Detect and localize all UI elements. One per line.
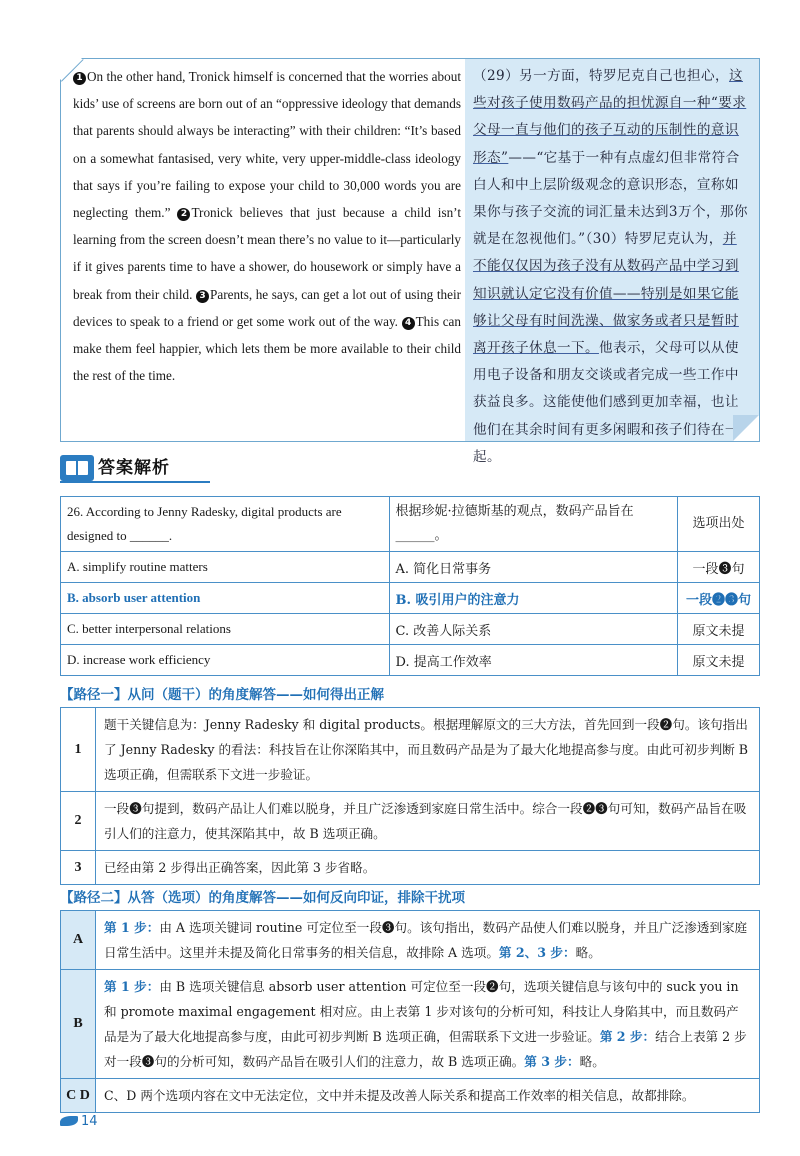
table-row: 3 已经由第 2 步得出正确答案，因此第 3 步省略。 [61, 851, 760, 885]
table-row: 26. According to Jenny Radesky, digital products are designed to ______. 根据珍妮·拉德斯基的观点，数码产品旨在______。 选项出处 [61, 497, 760, 552]
english-passage: 1 On the other hand, Tronick himself is concerned that the worries about kids’ use of screens are born out of an “oppressive ideology that demands that parents should always be interacting” with their children: “It’s based on a somewhat fantasised, very white, very upper-middle-class ideology that says if you’re failing to expose your child to 30,000 words you are neglecting them.” 2 Tronick believes that just because a child isn’t learning from the screen doesn’t mean there’s no value to it—particularly if it gives parents time to have a shower, do housework or simply have a break from their child. 3 Parents, he says, can get a lot out of using their devices to speak to a friend or get some work out of the way. 4 This can make them feel happier, which lets them be more available to their child the rest of the time. [73, 69, 462, 384]
table-row: D. increase work efficiency D. 提高工作效率 原文未提 [61, 645, 760, 676]
page-number: 14 [60, 1114, 98, 1129]
sentence-number-4: 4 [402, 317, 415, 330]
table-row-correct: B. absorb user attention B. 吸引用户的注意力 一段❷❸句 [61, 583, 760, 614]
path2-table [60, 910, 760, 1113]
answer-table [60, 496, 760, 676]
section-heading: 答案解析 [60, 455, 760, 483]
table-row: C. better interpersonal relations C. 改善人际关系 原文未提 [61, 614, 760, 645]
bird-icon [60, 1116, 78, 1126]
table-row: A. simplify routine matters A. 简化日常事务 一段❸句 [61, 552, 760, 583]
path1-table [60, 707, 760, 885]
table-row: A 第 1 步：由 A 选项关键词 routine 可定位至一段❸句。该句指出，数码产品使人们难以脱身，并且广泛渗透到家庭日常生活中。这里并未提及简化日常事务的相关信息，故排除 A 选项。第 2、3 步：略。 [61, 911, 760, 970]
page-curl [733, 415, 759, 441]
path2-title: 【路径二】从答（选项）的角度解答——如何反向印证，排除干扰项 [60, 890, 465, 906]
chinese-translation: （29）另一方面，特罗尼克自己也担心，这些对孩子使用数码产品的担忧源自一种“要求父母一直与他们的孩子互动的压制性的意识形态”——“它基于一种有点虚幻但非常符合白人和中上层阶级观念的意识形态，宣称如果你与孩子交流的词汇量未达到3万个，那你就是在忽视他们。”（30）特罗尼克认为，并不能仅仅因为孩子没有从数码产品中学习到知识就认定它没有价值——特别是如果它能够让父母有时间洗澡、做家务或者只是暂时离开孩子休息一下。他表示，父母可以从使用电子设备和朋友交谈或者完成一些工作中获益良多。这能使他们感到更加幸福，也让他们在其余时间有更多闲暇和孩子们待在一起。 [465, 59, 759, 441]
table-row: B 第 1 步：由 B 选项关键信息 absorb user attention 可定位至一段❷句，选项关键信息与该句中的 suck you in 和 promote maximal engagement 相对应。由上表第 1 步对该句的分析可知，科技让人身陷其中，而且数码产品是为了最大化地提高参与度，由此可初步判断 B 选项正确，但需联系下文进一步验证。第 2 步：结合上表第 2 步对一段❸句的分析可知，数码产品旨在吸引人们的注意力，故 B 选项正确。第 3 步：略。 [61, 970, 760, 1079]
table-row: 2 一段❸句提到，数码产品让人们难以脱身，并且广泛渗透到家庭日常生活中。综合一段❷❸句可知，数码产品旨在吸引人们的注意力，使其深陷其中，故 B 选项正确。 [61, 792, 760, 851]
book-icon [60, 455, 94, 481]
sentence-number-2: 2 [177, 208, 190, 221]
sentence-number-3: 3 [196, 290, 209, 303]
sentence-number-1: 1 [73, 72, 86, 85]
path1-title: 【路径一】从问（题干）的角度解答——如何得出正解 [60, 687, 384, 703]
passage-box [60, 58, 760, 465]
table-row: 1 题干关键信息为：Jenny Radesky 和 digital products。根据理解原文的三大方法，首先回到一段❷句。该句指出了 Jenny Radesky 的看法：科技旨在让你深陷其中，而且数码产品是为了最大化地提高参与度。由此可初步判断 B 选项正确，但需联系下文进一步验证。 [61, 708, 760, 792]
table-row: C D C、D 两个选项内容在文中无法定位，文中并未提及改善人际关系和提高工作效率的相关信息，故都排除。 [61, 1079, 760, 1113]
